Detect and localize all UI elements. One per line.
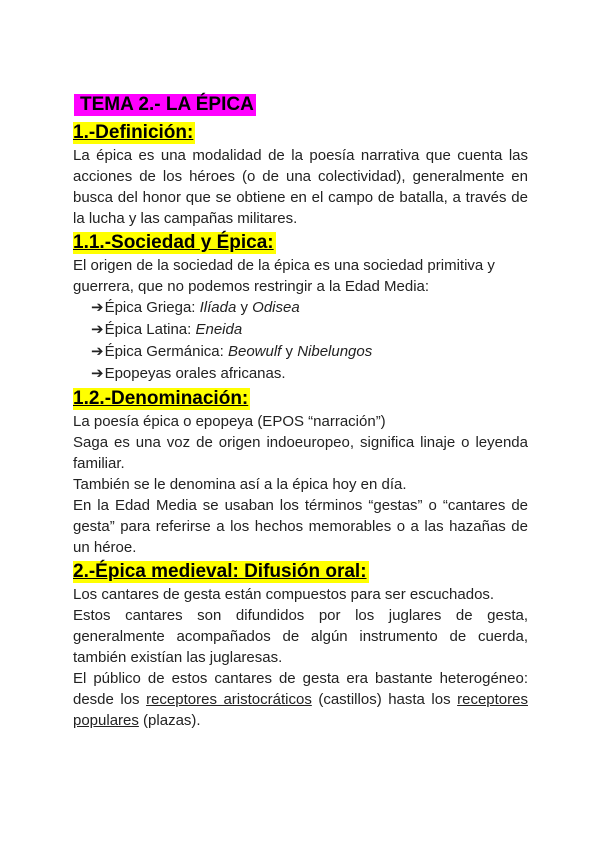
work-title: Eneida xyxy=(195,321,243,338)
list-item xyxy=(91,319,528,341)
item-conj: y xyxy=(236,299,253,316)
medieval-p3-text: (plazas). xyxy=(138,712,201,729)
heading-sociedad: 1.1.-Sociedad y Épica: xyxy=(73,232,274,253)
work-title: Odisea xyxy=(252,299,300,316)
item-label: Epopeyas orales africanas. xyxy=(104,365,286,382)
section-sociedad xyxy=(73,232,528,254)
work-title: Beowulf xyxy=(227,343,282,360)
title-row xyxy=(74,94,528,116)
list-item xyxy=(91,297,528,319)
item-label: Épica Germánica: xyxy=(104,343,228,360)
medieval-p3-text: El público de estos cantares de gesta era bastante heterogéneo: desde los xyxy=(73,670,528,708)
receptores-aristocraticos: receptores aristocráticos xyxy=(146,691,312,708)
denominacion-p3: También se le denomina así a la épica hoy en día. xyxy=(73,476,407,493)
list-item xyxy=(91,341,528,363)
arrow-icon: ➔ xyxy=(91,321,104,338)
list-item xyxy=(91,363,528,385)
item-label: Épica Griega: xyxy=(104,299,200,316)
medieval-p3-text: (castillos) hasta los xyxy=(311,691,458,708)
section-epica-medieval xyxy=(73,561,528,583)
document-page xyxy=(73,94,528,731)
section-definicion xyxy=(73,122,528,144)
work-title: Nibelungos xyxy=(297,343,373,360)
arrow-icon: ➔ xyxy=(91,299,104,316)
arrow-icon: ➔ xyxy=(91,365,104,382)
page-title: TEMA 2.- LA ÉPICA xyxy=(74,94,256,116)
item-label: Épica Latina: xyxy=(104,321,196,338)
heading-epica-medieval: 2.-Épica medieval: Difusión oral: xyxy=(73,561,367,582)
heading-denominacion: 1.2.-Denominación: xyxy=(73,388,249,409)
epica-list xyxy=(73,297,528,385)
heading-definicion: 1.-Definición: xyxy=(73,122,194,143)
definicion-text: La épica es una modalidad de la poesía narrativa que cuenta las acciones de los héroes (o de una colectividad), generalmente en busca del honor que se obtiene en el campo de batalla, a través de la lucha y las campañas militares. xyxy=(73,147,528,227)
arrow-icon: ➔ xyxy=(91,343,104,360)
item-conj: y xyxy=(281,343,298,360)
medieval-p1: Los cantares de gesta están compuestos para ser escuchados. xyxy=(73,586,495,603)
receptores-populares: receptores populares xyxy=(73,691,528,729)
work-title: Ilíada xyxy=(199,299,237,316)
medieval-p2: Estos cantares son difundidos por los juglares de gesta, generalmente acompañados de algún instrumento de cuerda, también existían las juglaresas. xyxy=(73,607,528,666)
denominacion-p4: En la Edad Media se usaban los términos “gestas” o “cantares de gesta” para referirse a los hechos memorables o a las hazañas de un héroe. xyxy=(73,497,528,556)
denominacion-p1: La poesía épica o epopeya (EPOS “narración”) xyxy=(73,413,386,430)
denominacion-p2: Saga es una voz de origen indoeuropeo, significa linaje o leyenda familiar. xyxy=(73,434,528,472)
section-denominacion xyxy=(73,388,528,410)
sociedad-text: El origen de la sociedad de la épica es una sociedad primitiva y guerrera, que no podemos restringir a la Edad Media: xyxy=(73,257,495,295)
medieval-p3 xyxy=(73,668,528,731)
